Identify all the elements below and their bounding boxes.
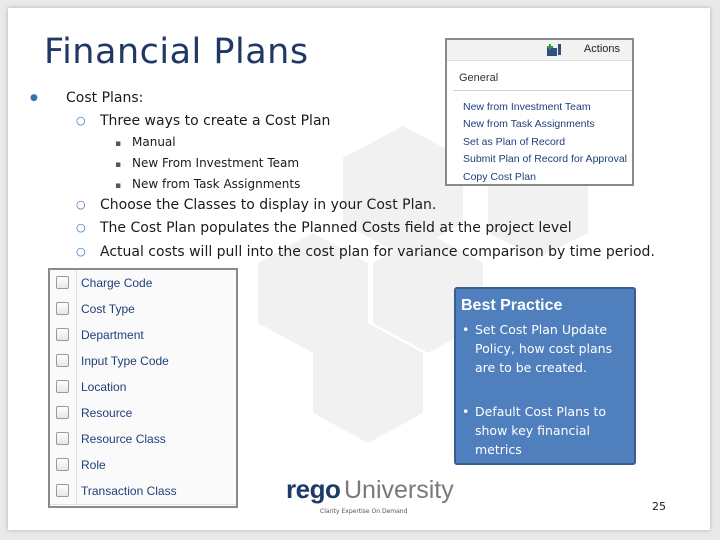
role-checkbox[interactable] — [56, 458, 69, 471]
charge-code-checkbox[interactable] — [56, 276, 69, 289]
bullet-dot: • — [462, 404, 470, 419]
actions-header[interactable] — [447, 40, 632, 61]
bullet-manual: Manual — [132, 135, 176, 149]
logo-tagline: Clarity Expertise On Demand — [320, 508, 408, 515]
list-item — [50, 426, 236, 453]
bullet-choose-classes: Choose the Classes to display in your Cost Plan. — [100, 197, 437, 213]
bullet-circle: ○ — [76, 221, 86, 234]
actions-label: Actions — [583, 43, 620, 55]
best-practice-title: Best Practice — [461, 297, 563, 314]
action-submit-plan-for-approval[interactable]: Submit Plan of Record for Approval — [463, 153, 628, 165]
list-item-label: Department — [81, 328, 144, 342]
actions-icon — [545, 42, 563, 57]
bullet-new-from-task-assignments: New from Task Assignments — [132, 177, 301, 191]
slide — [8, 8, 710, 530]
actions-panel — [445, 38, 634, 186]
action-new-from-investment-team[interactable]: New from Investment Team — [463, 101, 591, 113]
input-type-code-checkbox[interactable] — [56, 354, 69, 367]
bullet-planned-costs: The Cost Plan populates the Planned Costs field at the project level — [100, 220, 572, 236]
list-item-label: Input Type Code — [81, 354, 169, 368]
action-copy-cost-plan[interactable]: Copy Cost Plan — [463, 171, 536, 183]
best-practice-item: • Set Cost Plan Update Policy, how cost plans are to be created. — [462, 322, 613, 375]
bullet-dot: ● — [30, 93, 38, 103]
list-item-label: Role — [81, 458, 106, 472]
action-set-plan-of-record[interactable]: Set as Plan of Record — [463, 136, 566, 148]
actions-divider — [453, 90, 632, 91]
best-practice-item: • Default Cost Plans to show key financial metrics — [462, 404, 607, 457]
list-item — [50, 296, 236, 323]
department-checkbox[interactable] — [56, 328, 69, 341]
location-checkbox[interactable] — [56, 380, 69, 393]
bullet-cost-plans: Cost Plans: — [66, 90, 144, 106]
list-item-label: Location — [81, 380, 127, 394]
bullet-dot: • — [462, 322, 470, 337]
list-item — [50, 400, 236, 427]
bullet-square: ▪ — [115, 139, 122, 149]
cost-type-checkbox[interactable] — [56, 302, 69, 315]
bullet-three-ways: Three ways to create a Cost Plan — [100, 113, 331, 129]
list-item — [50, 270, 236, 297]
rego-university-logo — [286, 474, 454, 522]
bullet-square: ▪ — [115, 160, 122, 170]
bullet-circle: ○ — [76, 198, 86, 211]
bullet-square: ▪ — [115, 181, 122, 191]
cost-plan-class-list — [48, 268, 238, 508]
list-item — [50, 348, 236, 375]
best-practice-box — [454, 287, 636, 465]
bullet-circle: ○ — [76, 114, 86, 127]
bullet-actual-costs: Actual costs will pull into the cost plan for variance comparison by time period. — [100, 244, 655, 260]
list-item-label: Resource — [81, 406, 133, 420]
list-item-label: Resource Class — [81, 432, 166, 446]
logo-rego: rego — [286, 474, 341, 504]
bullet-circle: ○ — [76, 245, 86, 258]
slide-title: Financial Plans — [44, 32, 309, 72]
resource-checkbox[interactable] — [56, 406, 69, 419]
page-number: 25 — [652, 500, 666, 513]
list-item-label: Charge Code — [81, 276, 153, 290]
action-new-from-task-assignments[interactable]: New from Task Assignments — [463, 118, 595, 130]
list-item — [50, 374, 236, 401]
resource-class-checkbox[interactable] — [56, 432, 69, 445]
bullet-new-from-investment-team: New From Investment Team — [132, 156, 300, 170]
transaction-class-checkbox[interactable] — [56, 484, 69, 497]
actions-section-general: General — [459, 72, 499, 84]
list-item — [50, 452, 236, 479]
list-item-label: Cost Type — [81, 302, 135, 316]
list-item-label: Transaction Class — [81, 484, 177, 498]
logo-university: University — [344, 476, 454, 504]
list-item — [50, 322, 236, 349]
list-item — [50, 478, 236, 505]
